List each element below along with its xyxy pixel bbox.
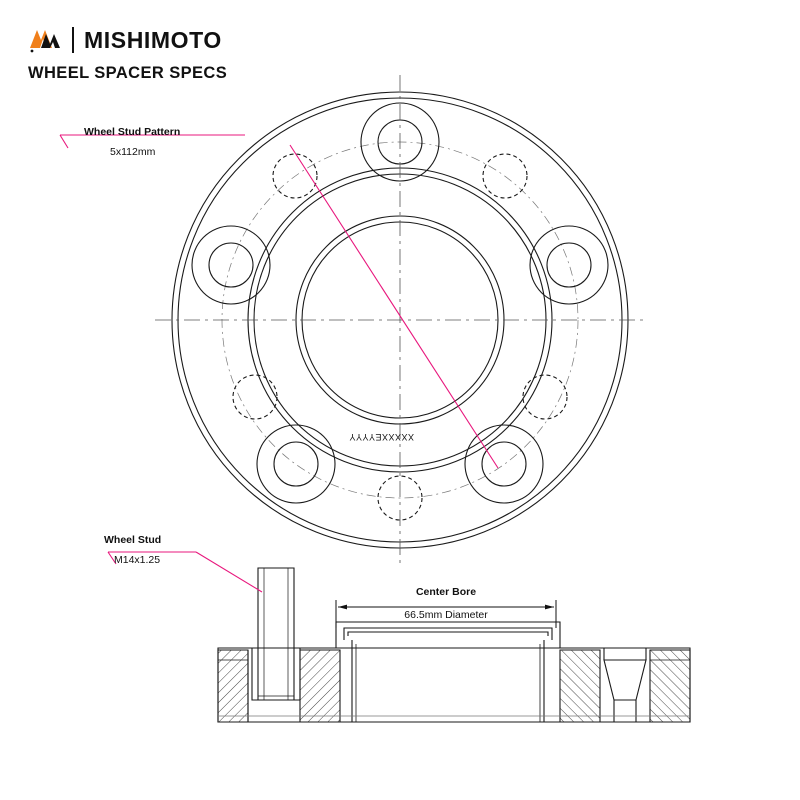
mishimoto-m-icon [28, 26, 62, 54]
dimension-center-bore-label: Center Bore [415, 586, 477, 598]
callout-stud-pattern-label: Wheel Stud Pattern [84, 126, 181, 138]
centerlines [155, 75, 645, 565]
brand-lockup [28, 26, 222, 54]
spacer-plate-outline [218, 648, 690, 722]
brand-name: MISHIMOTO [84, 26, 222, 53]
callout-wheel-stud-value: M14x1.25 [114, 554, 161, 566]
brand-divider [72, 27, 74, 53]
stud-pattern-leader [60, 135, 498, 468]
callout-stud-pattern-value: 5x112mm [110, 146, 156, 158]
wheel-stud-profile [258, 568, 294, 700]
front-face-view [155, 75, 645, 565]
callout-wheel-stud-label: Wheel Stud [104, 534, 162, 546]
dimension-center-bore-value: 66.5mm Diameter [404, 609, 488, 621]
page-title: WHEEL SPACER SPECS [28, 64, 228, 82]
part-etch-text: XXXXXEYYYY [349, 432, 415, 442]
